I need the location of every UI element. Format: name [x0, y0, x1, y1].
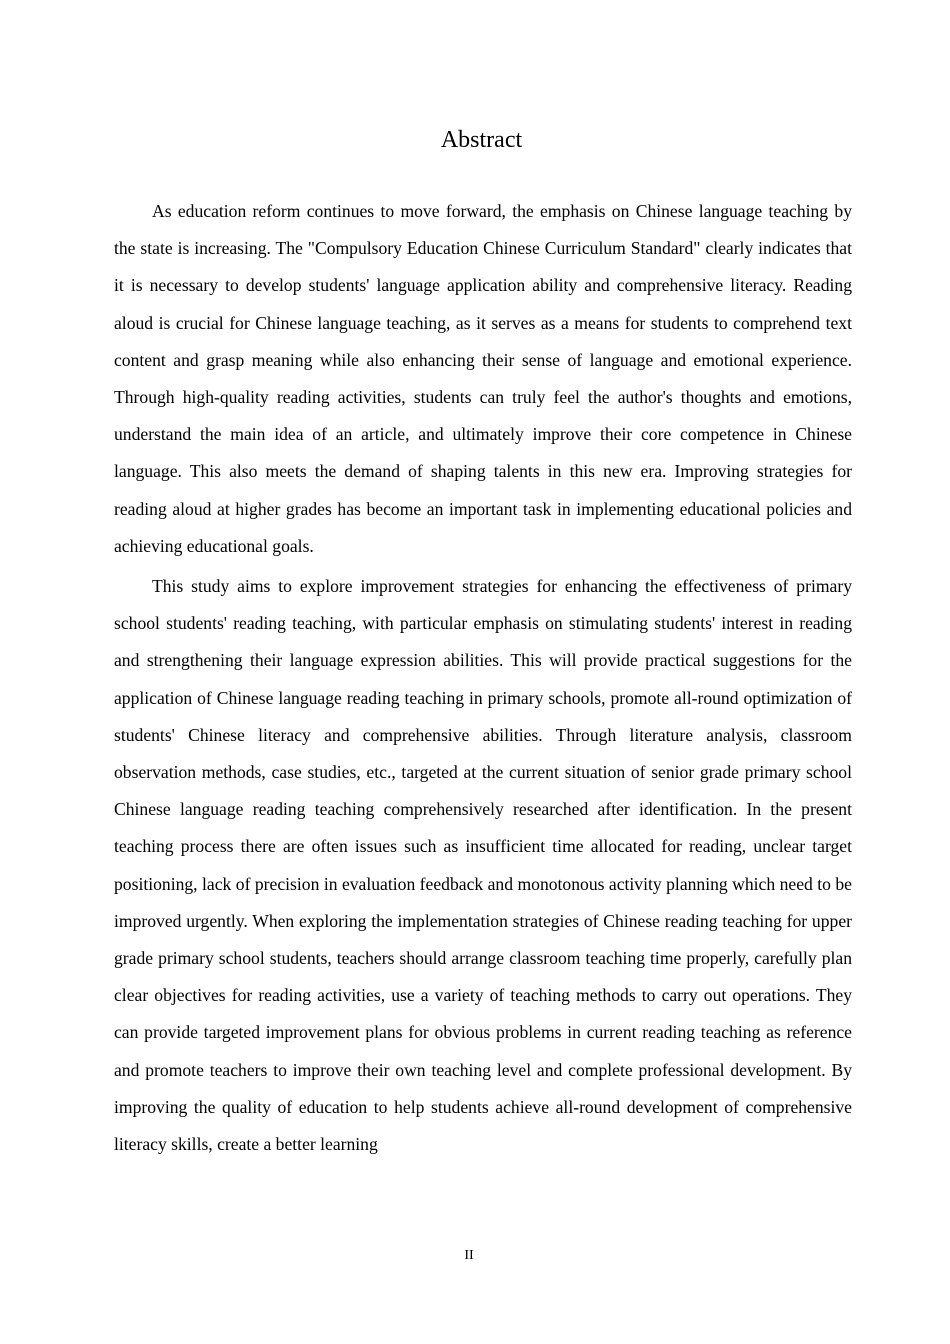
- abstract-title: Abstract: [440, 127, 523, 153]
- page-number: II: [464, 1248, 474, 1263]
- abstract-paragraph-2: This study aims to explore improvement strategies for enhancing the effectiveness of primary school students' reading teaching, with particular emphasis on stimulating students' interest in reading and strengthening their language expression abilities. This will provide practical suggestions for the application of Chinese language reading teaching in primary schools, promote all-round optimization of students' Chinese literacy and comprehensive abilities. Through literature analysis, classroom observation methods, case studies, etc., targeted at the current situation of senior grade primary school Chinese language reading teaching comprehensively researched after identification. In the present teaching process there are often issues such as insufficient time allocated for reading, unclear target positioning, lack of precision in evaluation feedback and monotonous activity planning which need to be improved urgently. When exploring the implementation strategies of Chinese reading teaching for upper grade primary school students, teachers should arrange classroom teaching time properly, carefully plan clear objectives for reading activities, use a variety of teaching methods to carry out operations. They can provide targeted improvement plans for obvious problems in current reading teaching as reference and promote teachers to improve their own teaching level and complete professional development. By improving the quality of education to help students achieve all-round development of comprehensive literacy skills, create a better learning: [114, 576, 852, 1155]
- abstract-paragraph-1: As education reform continues to move forward, the emphasis on Chinese language teaching by the state is increasing. The "Compulsory Education Chinese Curriculum Standard" clearly indicates that it is necessary to develop students' language application ability and comprehensive literacy. Reading aloud is crucial for Chinese language teaching, as it serves as a means for students to comprehend text content and grasp meaning while also enhancing their sense of language and emotional experience. Through high-quality reading activities, students can truly feel the author's thoughts and emotions, understand the main idea of an article, and ultimately improve their core competence in Chinese language. This also meets the demand of shaping talents in this new era. Improving strategies for reading aloud at higher grades has become an important task in implementing educational policies and achieving educational goals.: [114, 201, 852, 556]
- abstract-body: [114, 193, 852, 1163]
